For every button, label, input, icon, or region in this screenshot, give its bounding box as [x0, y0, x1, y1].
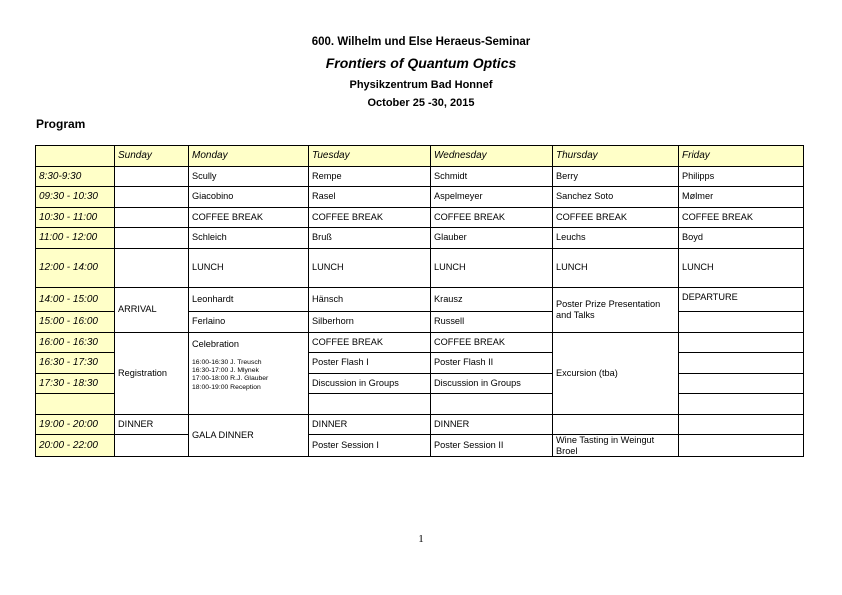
- table-cell: DINNER: [309, 414, 431, 435]
- day-header: Sunday: [115, 146, 189, 167]
- table-cell: [679, 414, 804, 435]
- table-cell: Sanchez Soto: [553, 187, 679, 208]
- table-cell: Schmidt: [431, 166, 553, 187]
- table-cell: Ferlaino: [189, 312, 309, 333]
- day-header: Friday: [679, 146, 804, 167]
- time-cell: 8:30-9:30: [36, 166, 115, 187]
- table-cell: Berry: [553, 166, 679, 187]
- table-cell: Wine Tasting in Weingut Broel: [553, 435, 679, 457]
- table-cell: Boyd: [679, 228, 804, 249]
- time-cell: 16:00 - 16:30: [36, 332, 115, 353]
- table-cell: LUNCH: [679, 248, 804, 287]
- table-cell: COFFEE BREAK: [431, 332, 553, 353]
- table-row: [36, 166, 804, 187]
- time-cell: 17:30 - 18:30: [36, 373, 115, 394]
- table-cell: Aspelmeyer: [431, 187, 553, 208]
- venue: Physikzentrum Bad Honnef: [349, 79, 493, 91]
- day-header: Tuesday: [309, 146, 431, 167]
- seminar-heading: 600. Wilhelm und Else Heraeus-Seminar: [311, 36, 531, 48]
- table-cell: [115, 435, 189, 457]
- table-cell: Excursion (tba): [553, 332, 679, 414]
- detail-line: 17:00-18:00 R.J. Glauber: [192, 375, 269, 383]
- table-cell: Bruß: [309, 228, 431, 249]
- table-cell: COFFEE BREAK: [309, 332, 431, 353]
- table-cell: Philipps: [679, 166, 804, 187]
- table-row: [36, 414, 804, 435]
- table-cell: COFFEE BREAK: [431, 207, 553, 228]
- table-row: [36, 187, 804, 208]
- table-cell: Discussion in Groups: [431, 373, 553, 394]
- table-cell: Poster Flash I: [309, 353, 431, 374]
- table-cell: [431, 394, 553, 415]
- table-cell: [115, 248, 189, 287]
- table-cell: Discussion in Groups: [309, 373, 431, 394]
- time-cell: 10:30 - 11:00: [36, 207, 115, 228]
- table-header-row: [36, 146, 804, 167]
- detail-line: 18:00-19:00 Reception: [192, 383, 261, 391]
- table-cell: COFFEE BREAK: [309, 207, 431, 228]
- day-header: Monday: [189, 146, 309, 167]
- day-header: Thursday: [553, 146, 679, 167]
- document-title: Frontiers of Quantum Optics: [325, 55, 517, 71]
- table-cell: Registration: [115, 332, 189, 414]
- table-cell: Leonhardt: [189, 287, 309, 312]
- time-cell: 16:30 - 17:30: [36, 353, 115, 374]
- table-row: [36, 435, 804, 457]
- detail-line: 16:00-16:30 J. Treusch: [192, 359, 262, 367]
- time-cell: [36, 394, 115, 415]
- table-cell: [679, 332, 804, 353]
- table-cell: Giacobino: [189, 187, 309, 208]
- table-cell: Rempe: [309, 166, 431, 187]
- time-cell: 19:00 - 20:00: [36, 414, 115, 435]
- table-cell: LUNCH: [431, 248, 553, 287]
- program-table: [35, 145, 804, 457]
- table-cell: [679, 353, 804, 374]
- section-title: Program: [36, 117, 86, 131]
- dates: October 25 -30, 2015: [367, 97, 475, 109]
- table-cell: ARRIVAL: [115, 287, 189, 332]
- table-cell: COFFEE BREAK: [189, 207, 309, 228]
- table-cell: [189, 332, 309, 414]
- table-cell: [679, 435, 804, 457]
- table-cell: Poster Session II: [431, 435, 553, 457]
- table-cell: COFFEE BREAK: [679, 207, 804, 228]
- table-cell: Hänsch: [309, 287, 431, 312]
- time-cell: 12:00 - 14:00: [36, 248, 115, 287]
- table-cell: GALA DINNER: [189, 414, 309, 457]
- table-cell: Scully: [189, 166, 309, 187]
- table-cell: DINNER: [115, 414, 189, 435]
- table-cell: Silberhorn: [309, 312, 431, 333]
- detail-line: 16:30-17:00 J. Mlynek: [192, 367, 259, 375]
- table-cell: [115, 166, 189, 187]
- table-cell: [309, 394, 431, 415]
- page-number: 1: [418, 533, 424, 545]
- table-cell: Krausz: [431, 287, 553, 312]
- table-cell: [553, 414, 679, 435]
- time-cell: 09:30 - 10:30: [36, 187, 115, 208]
- time-cell: 11:00 - 12:00: [36, 228, 115, 249]
- table-cell: LUNCH: [553, 248, 679, 287]
- table-cell: Russell: [431, 312, 553, 333]
- table-cell: Glauber: [431, 228, 553, 249]
- table-cell: [679, 394, 804, 415]
- table-row: [36, 248, 804, 287]
- table-cell: Poster Flash II: [431, 353, 553, 374]
- table-cell: [115, 187, 189, 208]
- table-cell: LUNCH: [189, 248, 309, 287]
- table-row: [36, 287, 804, 312]
- table-cell: Mølmer: [679, 187, 804, 208]
- table-cell: Schleich: [189, 228, 309, 249]
- table-cell: [679, 312, 804, 333]
- table-cell: DEPARTURE: [679, 287, 804, 312]
- table-cell: [115, 207, 189, 228]
- celebration-details: [192, 359, 305, 392]
- table-cell: Poster Session I: [309, 435, 431, 457]
- table-row: [36, 207, 804, 228]
- time-cell: 20:00 - 22:00: [36, 435, 115, 457]
- table-cell: [115, 228, 189, 249]
- table-cell: Rasel: [309, 187, 431, 208]
- time-cell: 14:00 - 15:00: [36, 287, 115, 312]
- table-cell: [679, 373, 804, 394]
- celebration-label: Celebration: [192, 338, 239, 349]
- corner-cell: [36, 146, 115, 167]
- table-row: [36, 332, 804, 353]
- table-cell: DINNER: [431, 414, 553, 435]
- time-cell: 15:00 - 16:00: [36, 312, 115, 333]
- table-cell: LUNCH: [309, 248, 431, 287]
- table-row: [36, 228, 804, 249]
- table-cell: Poster Prize Presentation and Talks: [553, 287, 679, 332]
- day-header: Wednesday: [431, 146, 553, 167]
- table-cell: Leuchs: [553, 228, 679, 249]
- table-cell: COFFEE BREAK: [553, 207, 679, 228]
